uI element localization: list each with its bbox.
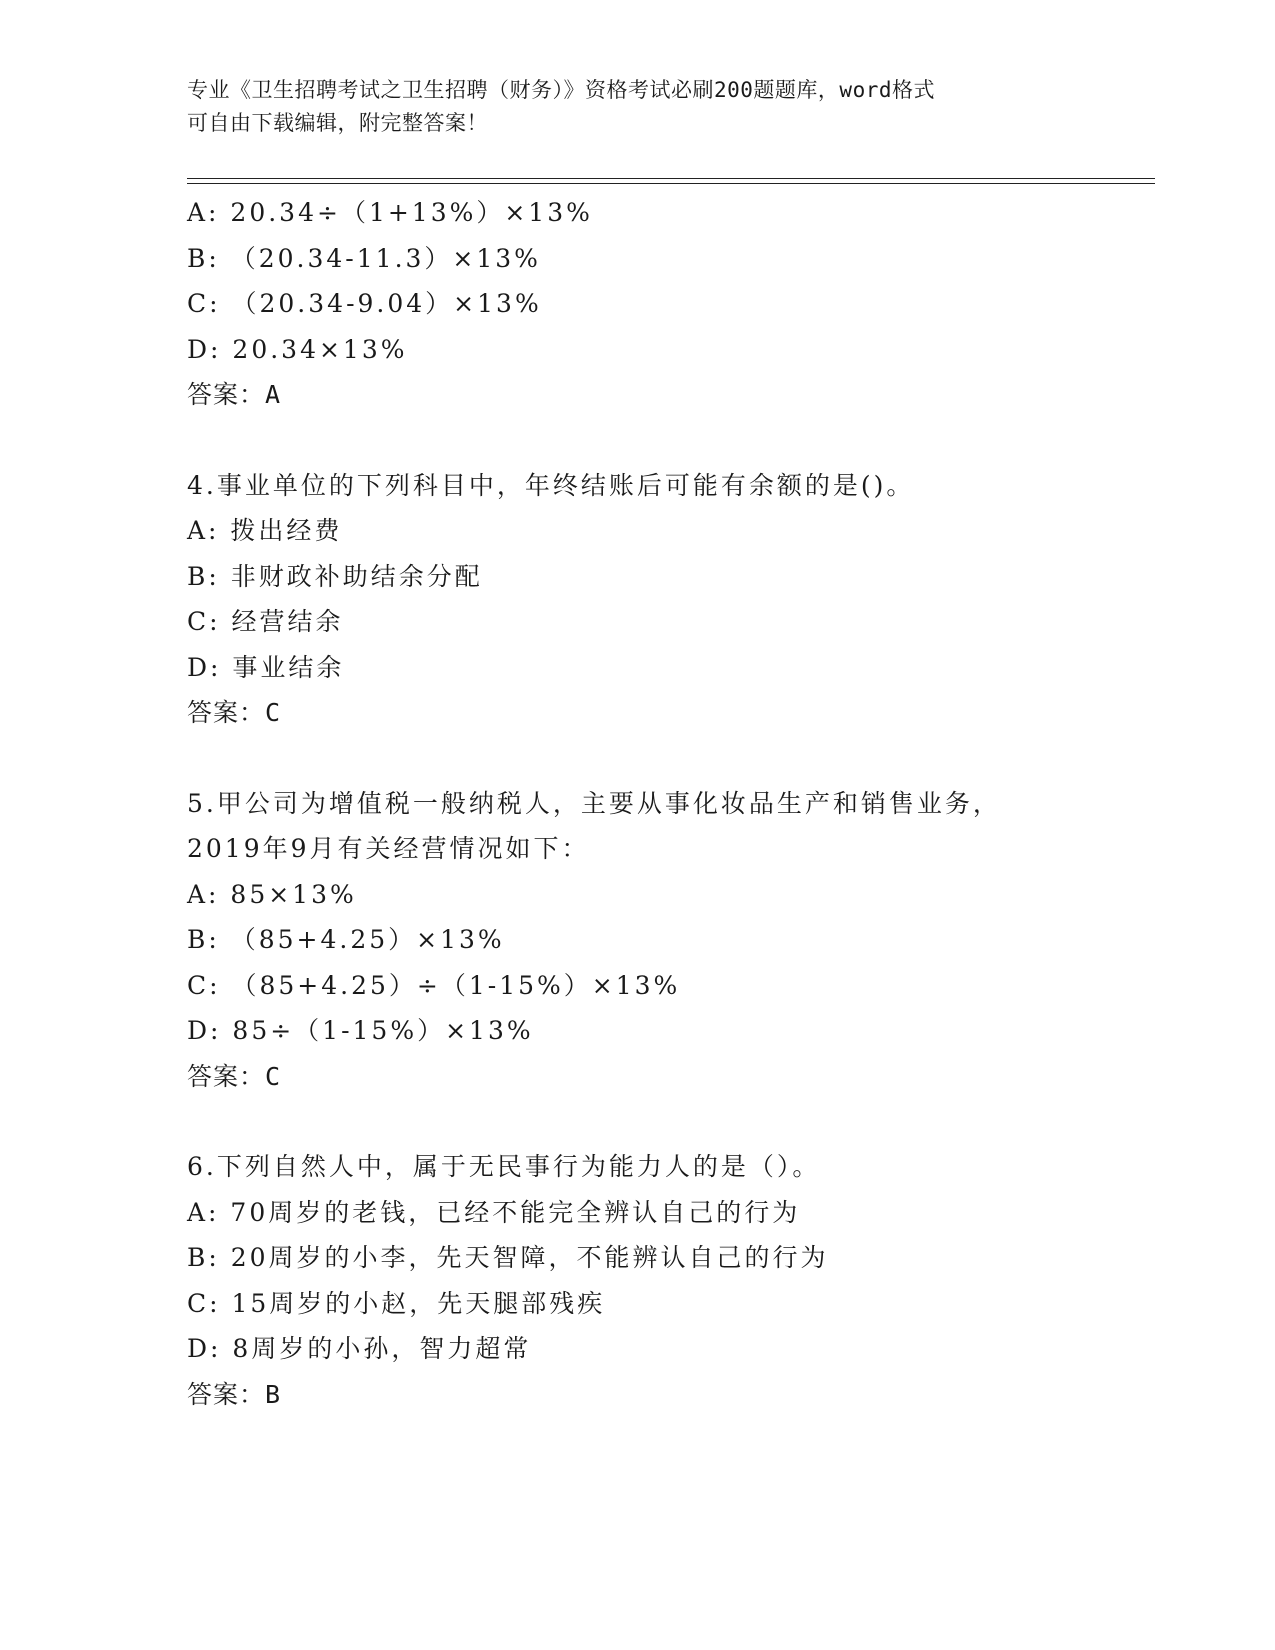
- option-a: A: 85×13%: [187, 879, 357, 909]
- question-stem: 5.甲公司为增值税一般纳税人，主要从事化妆品生产和销售业务，: [187, 788, 1001, 818]
- question-5: [187, 781, 1155, 1100]
- option-b: B: （20.34-11.3）×13%: [187, 243, 541, 273]
- option-d: D: 85÷（1-15%）×13%: [187, 1016, 534, 1045]
- question-stem: 6.下列自然人中，属于无民事行为能力人的是（）。: [187, 1152, 821, 1181]
- option-c: C: （85+4.25）÷（1-15%）×13%: [187, 970, 681, 1000]
- option-b: B: （85+4.25）×13%: [187, 925, 505, 954]
- answer: 答案：A: [187, 380, 282, 409]
- question-stem: 4.事业单位的下列科目中，年终结账后可能有余额的是()。: [187, 470, 915, 500]
- option-c: C: 经营结余: [187, 607, 344, 636]
- question-4: [187, 463, 1155, 736]
- option-a: A: 拨出经费: [187, 516, 343, 545]
- document-body: [187, 190, 1155, 1417]
- header-line-2: 可自由下载编辑，附完整答案！: [187, 111, 488, 135]
- option-a: A: 70周岁的老钱，已经不能完全辨认自己的行为: [187, 1197, 801, 1227]
- option-d: D: 事业结余: [187, 652, 345, 682]
- option-c: C: 15周岁的小赵，先天腿部残疾: [187, 1288, 606, 1318]
- question-6: [187, 1144, 1155, 1417]
- header-line-1: 专业《卫生招聘考试之卫生招聘（财务）》资格考试必刷200题题库，word格式: [187, 78, 935, 102]
- header-divider-top: [187, 178, 1155, 179]
- option-b: B: 非财政补助结余分配: [187, 561, 483, 591]
- document-header: [187, 74, 1087, 140]
- option-c: C: （20.34-9.04）×13%: [187, 289, 542, 318]
- question-3-partial: [187, 190, 1155, 418]
- answer: 答案：C: [187, 1061, 282, 1091]
- header-divider-bottom: [187, 183, 1155, 184]
- answer: 答案：B: [187, 1379, 282, 1409]
- option-d: D: 8周岁的小孙，智力超常: [187, 1334, 532, 1363]
- option-d: D: 20.34×13%: [187, 334, 408, 364]
- option-b: B: 20周岁的小李，先天智障，不能辨认自己的行为: [187, 1243, 829, 1272]
- answer: 答案：C: [187, 698, 282, 727]
- question-stem-cont: 2019年9月有关经营情况如下：: [187, 834, 590, 863]
- option-a: A: 20.34÷（1+13%）×13%: [187, 198, 593, 227]
